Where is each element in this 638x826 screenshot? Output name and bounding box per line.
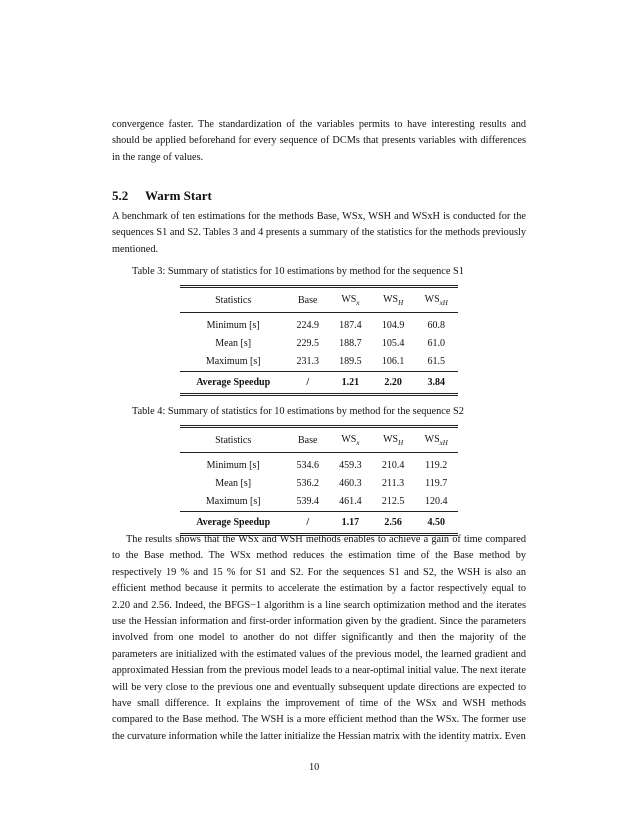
table3 <box>180 285 458 396</box>
col-wsxh: $WS_{xH}$ <box>414 287 458 313</box>
col-base: Base <box>286 427 329 453</box>
table4-caption: Table 4: Summary of statistics for 10 estimations by method for the sequence S2 <box>132 406 464 417</box>
intro-paragraph: convergence faster. The standardization of the variables permits to have interesting results and should be applied beforehand for every sequence of DCMs that presents variables with differences in the range of values. <box>112 119 526 163</box>
table-row: Maximum [s] 231.3 189.5 106.1 61.5 <box>205 356 445 367</box>
col-statistics: Statistics <box>180 427 286 453</box>
col-wsh: $WS_H$ <box>372 287 415 313</box>
col-wsxh: $WS_{xH}$ <box>414 427 458 453</box>
page-number: 10 <box>309 762 320 773</box>
table-header-row <box>180 287 458 313</box>
table-row: Mean [s] 536.2 460.3 211.3 119.7 <box>215 478 448 489</box>
section-title: Warm Start <box>145 188 212 203</box>
speedup-row: Average Speedup / 1.21 2.20 3.84 <box>180 372 458 395</box>
section-heading <box>112 188 212 204</box>
col-wsh: $WS_H$ <box>372 427 415 453</box>
table-row: Minimum [s] 534.6 459.3 210.4 119.2 <box>206 460 448 471</box>
table-row: Maximum [s] 539.4 461.4 212.5 120.4 <box>205 496 448 507</box>
table-row: Minimum [s] 224.9 187.4 104.9 60.8 <box>206 320 445 331</box>
col-wsx: $WS_x$ <box>329 427 372 453</box>
col-wsx: $WS_x$ <box>329 287 372 313</box>
section-number: 5.2 <box>112 188 129 203</box>
table-header-row <box>180 427 458 453</box>
results-paragraph: The results shows that the WSx and WSH methods enables to achieve a gain of time compared to the Base method. The WSx method reduces the estimation time of the Base method by respectively 19 % and 15 % for S1 and S2. For the sequences S1 and S2, the WSH is also an efficient method because it permits to accelerate the estimation by a factor respectively equal to 2.20 and 2.56. Indeed, the BFGS−1 algorithm is a line search optimization method and the iterates use the Hessian information and first-order information given by the gradient. Since the parameters involved from one model to another do not differ significantly and then the majority of the parameters are initialized with the estimated values of the previous model, the learned gradient and approximated Hessian from the previous model leads to a near-optimal initial value. The next iterate will be very close to the previous one and eventually subsequent update directions are expected to have small difference. It explains the improvement of time of the WSx and WSH methods compared to the Base method. The WSH is a more efficient method than the WSx. The former use the curvature information while the latter initialize the Hessian matrix with the identity matrix. Even <box>112 534 526 742</box>
speedup-row: Average Speedup / 1.17 2.56 4.50 <box>180 512 458 535</box>
table-row: Mean [s] 229.5 188.7 105.4 61.0 <box>215 338 445 349</box>
col-statistics: Statistics <box>180 287 286 313</box>
table4 <box>180 425 458 536</box>
table3-caption: Table 3: Summary of statistics for 10 estimations by method for the sequence S1 <box>132 266 464 277</box>
benchmark-paragraph: A benchmark of ten estimations for the methods Base, WSx, WSH and WSxH is conducted for the sequences S1 and S2. Tables 3 and 4 presents a summary of the statistics for the methods previously mentioned. <box>112 211 526 255</box>
col-base: Base <box>286 287 329 313</box>
